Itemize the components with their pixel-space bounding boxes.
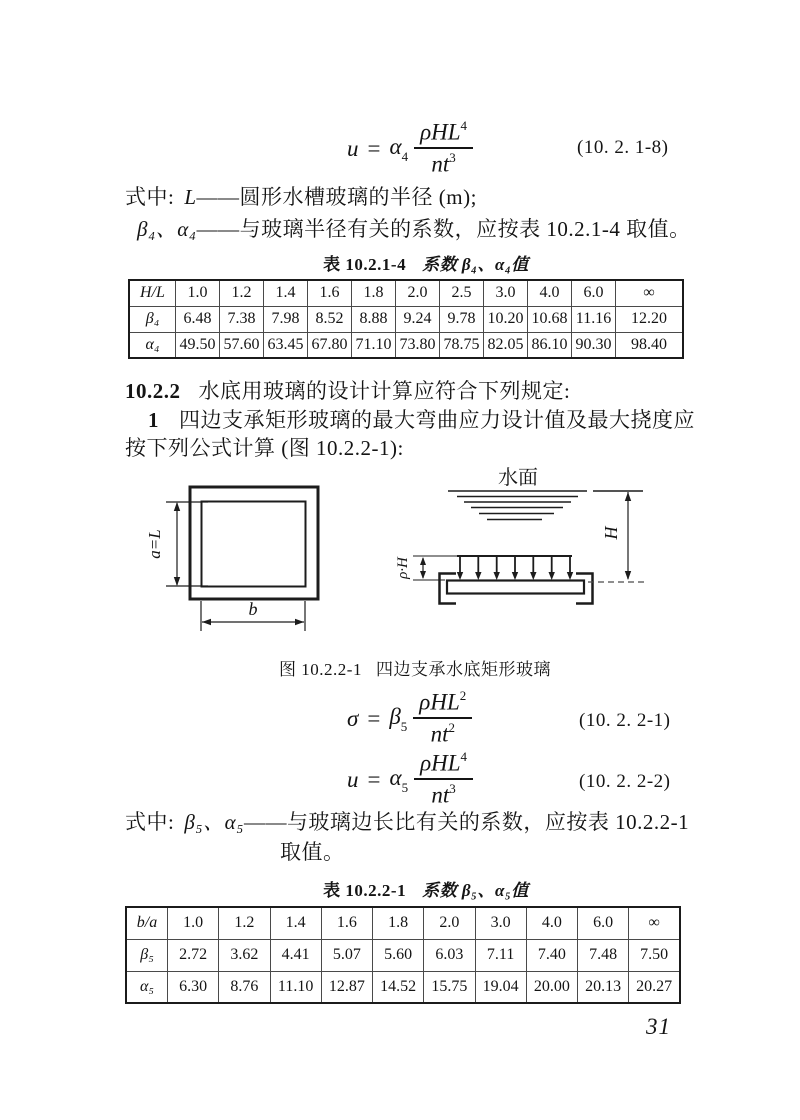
table-cell: 20.27: [629, 971, 680, 1003]
pressure-load-arrows: [457, 556, 573, 580]
table-cell: ∞: [616, 280, 684, 306]
symbol-description: ——圆形水槽玻璃的半径 (m);: [196, 185, 477, 209]
table-row: [129, 280, 683, 306]
where-clause-line: [125, 808, 689, 836]
table-cell: 71.10: [352, 332, 396, 358]
table-cell: 7.98: [264, 306, 308, 332]
where-clause-line: [125, 183, 477, 211]
table-cell: 15.75: [424, 971, 475, 1003]
table-cell: 7.48: [578, 939, 629, 971]
table-cell: 6.48: [176, 306, 220, 332]
table-cell: 6.0: [578, 907, 629, 939]
symbol-description: ——与玻璃边长比有关的系数，应按表 10.2.2-1: [243, 810, 690, 834]
page-number: 31: [646, 1014, 671, 1039]
paragraph-line: [148, 406, 695, 434]
equals-sign: =: [367, 135, 381, 161]
table-cell: 82.05: [484, 332, 528, 358]
figure-caption-text: 四边支承水底矩形玻璃: [375, 660, 551, 679]
table-cell: 6.0: [572, 280, 616, 306]
table-10-2-2-1: [125, 906, 681, 1004]
table-cell: 4.0: [528, 280, 572, 306]
table-cell: 20.13: [578, 971, 629, 1003]
figure-caption-label: 图 10.2.2-1: [279, 660, 362, 679]
table-cell: 1.0: [168, 907, 219, 939]
formula-coefficient: $\alpha_4$: [389, 133, 409, 165]
formula-coefficient: $\alpha_5$: [389, 764, 409, 796]
table-cell: 8.76: [219, 971, 270, 1003]
table-title: [146, 876, 706, 901]
table-title-text: 系数 β₄、α₄值: [422, 255, 529, 274]
symbol-L: L: [184, 185, 197, 209]
pane-outer-frame: [190, 487, 318, 599]
fraction-denominator: $nt^2$: [430, 720, 455, 747]
table-cell: 6.03: [424, 939, 475, 971]
table-cell: 11.16: [572, 306, 616, 332]
table-cell: 8.52: [308, 306, 352, 332]
table-cell: 3.0: [484, 280, 528, 306]
table-cell: 49.50: [176, 332, 220, 358]
table-label: 表 10.2.2-1: [323, 881, 407, 900]
row-header: β₄: [129, 306, 176, 332]
table-title-text: 系数 β₅、α₅值: [422, 881, 529, 900]
table-cell: 7.11: [475, 939, 526, 971]
water-surface-lines: [448, 491, 587, 520]
formula-10-2-1-8: [347, 118, 473, 178]
table-cell: 1.4: [270, 907, 321, 939]
table-label: 表 10.2.1-4: [323, 255, 407, 274]
formula-coefficient: $\beta_5$: [389, 703, 408, 735]
formula-lhs: u: [347, 766, 359, 792]
table-cell: 1.8: [373, 907, 424, 939]
table-cell: 1.8: [352, 280, 396, 306]
table-row: [126, 971, 680, 1003]
figure-10-2-2-1: [130, 465, 700, 655]
where-clause-line: 取值。: [280, 840, 345, 864]
fraction: [414, 120, 473, 175]
table-row: [129, 306, 683, 332]
table-cell: 2.5: [440, 280, 484, 306]
table-cell: 9.78: [440, 306, 484, 332]
fraction-numerator: ρHL$^4$: [414, 120, 473, 149]
table-cell: 1.2: [219, 907, 270, 939]
table-cell: 11.10: [270, 971, 321, 1003]
section-number: 10.2.2: [125, 379, 181, 403]
table-cell: 57.60: [220, 332, 264, 358]
section-heading: [125, 377, 570, 405]
table-10-2-1-4: [128, 279, 684, 359]
table-cell: 78.75: [440, 332, 484, 358]
where-prefix: 式中:: [125, 185, 175, 209]
table-cell: 73.80: [396, 332, 440, 358]
glass-plate-and-supports: [440, 574, 648, 604]
table-cell: 12.20: [616, 306, 684, 332]
equation-number: (10. 2. 2-2): [579, 771, 671, 792]
row-header: H/L: [129, 280, 176, 306]
paragraph-text: 四边支承矩形玻璃的最大弯曲应力设计值及最大挠度应: [179, 408, 695, 432]
symbols-beta5-alpha5: β₅、α₅: [184, 810, 244, 834]
fraction-numerator: ρHL$^2$: [413, 690, 472, 719]
item-number: 1: [148, 408, 159, 432]
dimension-label-H: H: [601, 526, 621, 540]
where-prefix: 式中:: [125, 810, 175, 834]
dimension-label-b: b: [248, 599, 258, 619]
glass-pane-plan-diagram: [166, 487, 318, 631]
equals-sign: =: [367, 766, 381, 792]
table-row: [129, 332, 683, 358]
table-cell: 12.87: [321, 971, 372, 1003]
table-cell: 10.20: [484, 306, 528, 332]
dimension-label-rho-H: ρ·H: [395, 557, 411, 579]
table-cell: 63.45: [264, 332, 308, 358]
equation-number: (10. 2. 2-1): [579, 710, 671, 731]
formula-lhs: u: [347, 135, 359, 161]
table-cell: ∞: [629, 907, 680, 939]
table-cell: 9.24: [396, 306, 440, 332]
table-cell: 5.60: [373, 939, 424, 971]
row-header: β₅: [126, 939, 168, 971]
table-cell: 6.30: [168, 971, 219, 1003]
table-cell: 1.4: [264, 280, 308, 306]
table-cell: 4.41: [270, 939, 321, 971]
table-cell: 1.6: [321, 907, 372, 939]
fraction: [414, 751, 473, 806]
row-header: b/a: [126, 907, 168, 939]
section-text: 水底用玻璃的设计计算应符合下列规定:: [198, 379, 571, 403]
pane-inner-edge: [202, 502, 306, 587]
table-cell: 8.88: [352, 306, 396, 332]
formula-10-2-2-2: [347, 750, 473, 808]
table-title: [146, 250, 706, 275]
formula-10-2-2-1: [347, 689, 472, 747]
table-cell: 7.50: [629, 939, 680, 971]
table-cell: 20.00: [526, 971, 577, 1003]
table-cell: 3.62: [219, 939, 270, 971]
where-clause-line: [137, 215, 691, 243]
table-cell: 90.30: [572, 332, 616, 358]
table-row: [126, 907, 680, 939]
table-cell: 1.2: [220, 280, 264, 306]
symbols-beta4-alpha4: β₄、α₄: [137, 217, 197, 241]
table-cell: 98.40: [616, 332, 684, 358]
table-cell: 7.40: [526, 939, 577, 971]
fraction-numerator: ρHL$^4$: [414, 751, 473, 780]
dimension-label-a: a=L: [145, 529, 164, 559]
water-surface-label: 水面: [498, 467, 538, 489]
equation-number: (10. 2. 1-8): [577, 137, 669, 158]
formula-lhs: σ: [347, 705, 359, 731]
fraction: [413, 690, 472, 745]
equals-sign: =: [367, 705, 381, 731]
table-row: [126, 939, 680, 971]
figure-caption: [135, 655, 695, 680]
table-cell: 2.0: [396, 280, 440, 306]
table-cell: 1.0: [176, 280, 220, 306]
table-cell: 86.10: [528, 332, 572, 358]
fraction-denominator: $nt^3$: [431, 781, 456, 808]
table-cell: 3.0: [475, 907, 526, 939]
row-header: α₅: [126, 971, 168, 1003]
row-header: α₄: [129, 332, 176, 358]
symbol-description: ——与玻璃半径有关的系数，应按表 10.2.1-4 取值。: [196, 217, 691, 241]
table-cell: 5.07: [321, 939, 372, 971]
table-cell: 19.04: [475, 971, 526, 1003]
pressure-dimension-rhoH: [413, 556, 457, 580]
table-cell: 2.72: [168, 939, 219, 971]
table-cell: 7.38: [220, 306, 264, 332]
table-cell: 14.52: [373, 971, 424, 1003]
table-cell: 4.0: [526, 907, 577, 939]
table-cell: 2.0: [424, 907, 475, 939]
fraction-denominator: $nt^3$: [431, 150, 456, 177]
paragraph-line: 按下列公式计算 (图 10.2.2-1):: [125, 436, 404, 460]
table-cell: 10.68: [528, 306, 572, 332]
table-cell: 67.80: [308, 332, 352, 358]
glass-plate: [447, 581, 584, 594]
table-cell: 1.6: [308, 280, 352, 306]
